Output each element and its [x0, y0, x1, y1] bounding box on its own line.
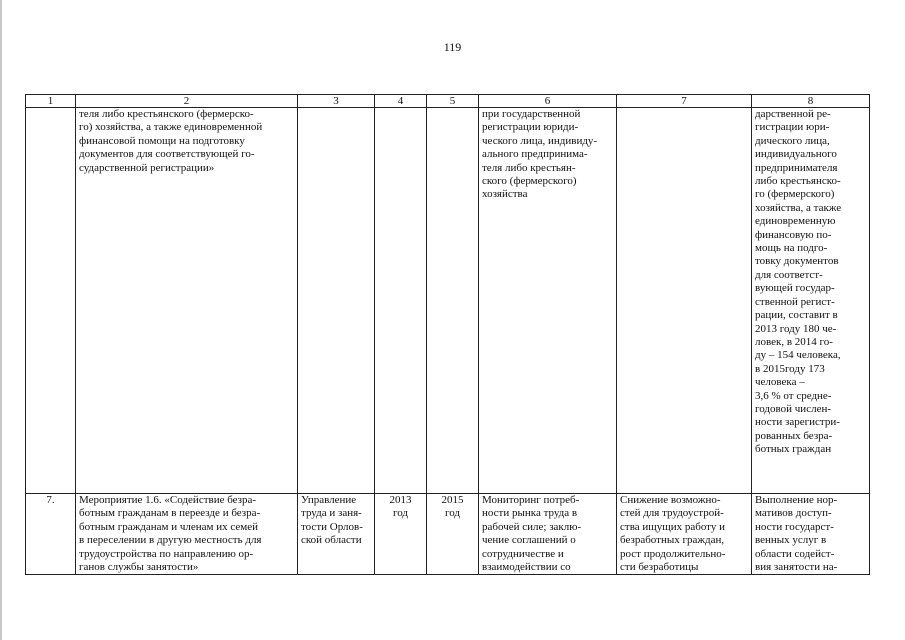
cell-measure: теля либо крестьянского (фермерско- го) хозяйства, а также единовременной финансовой помощи на подготовку документов для соответствующей го- сударственной регистрации»: [76, 108, 298, 494]
cell-measure: Мероприятие 1.6. «Содействие безра- ботным гражданам в переезде и безра- ботным гражданам и членам их семей в переселении в другую местность для трудоустройства по направлению ор- ганов службы занятости»: [76, 494, 298, 575]
page-number: 119: [443, 40, 462, 54]
cell-consequences: Снижение возможно- стей для трудоустрой- ства ищущих работу и безработных граждан, рост продолжительно- сти безработицы: [617, 494, 752, 575]
cell-result: Выполнение нор- мативов доступ- ности государст- венных услуг в области содейст- вия занятости на-: [752, 494, 870, 575]
table-row-7: [26, 494, 870, 575]
cell-content: Мониторинг потреб- ности рынка труда в рабочей силе; заклю- чение соглашений о сотрудничестве и взаимодействии со: [479, 494, 617, 575]
scan-edge: [0, 0, 2, 640]
header-col-5: 5: [427, 95, 479, 108]
cell-content: при государственной регистрации юриди- ческого лица, индивиду- ального предпринима- теля либо крестьян- ского (фермерского) хозяйства: [479, 108, 617, 494]
cell-result: дарственной ре- гистрации юри- дического лица, индивидуального предпринимателя либо крестьянско- го (фермерского) хозяйства, а также единовременную финансовую по- мощь на подго- товку документов для соответст- вующей государ- ственной регист- рации, составит в 2013 году 180 че- ловек, в 2014 го- ду – 154 человека, в 2015году 173 человека – 3,6 % от средне- годовой числен- ности зарегистри- рованных безра- ботных граждан: [752, 108, 870, 494]
header-col-1: 1: [26, 95, 76, 108]
table-row-continued: [26, 108, 870, 494]
cell-executor: Управление труда и заня- тости Орлов- ской области: [298, 494, 375, 575]
cell-executor: [298, 108, 375, 494]
cell-start-year: 2013 год: [375, 494, 427, 575]
header-col-4: 4: [375, 95, 427, 108]
header-col-7: 7: [617, 95, 752, 108]
cell-number: 7.: [26, 494, 76, 575]
header-col-8: 8: [752, 95, 870, 108]
cell-number: [26, 108, 76, 494]
cell-start-year: [375, 108, 427, 494]
header-col-3: 3: [298, 95, 375, 108]
table-header-row: [26, 95, 870, 108]
cell-consequences: [617, 108, 752, 494]
program-table: [25, 94, 870, 575]
header-col-6: 6: [479, 95, 617, 108]
header-col-2: 2: [76, 95, 298, 108]
cell-end-year: 2015 год: [427, 494, 479, 575]
cell-end-year: [427, 108, 479, 494]
